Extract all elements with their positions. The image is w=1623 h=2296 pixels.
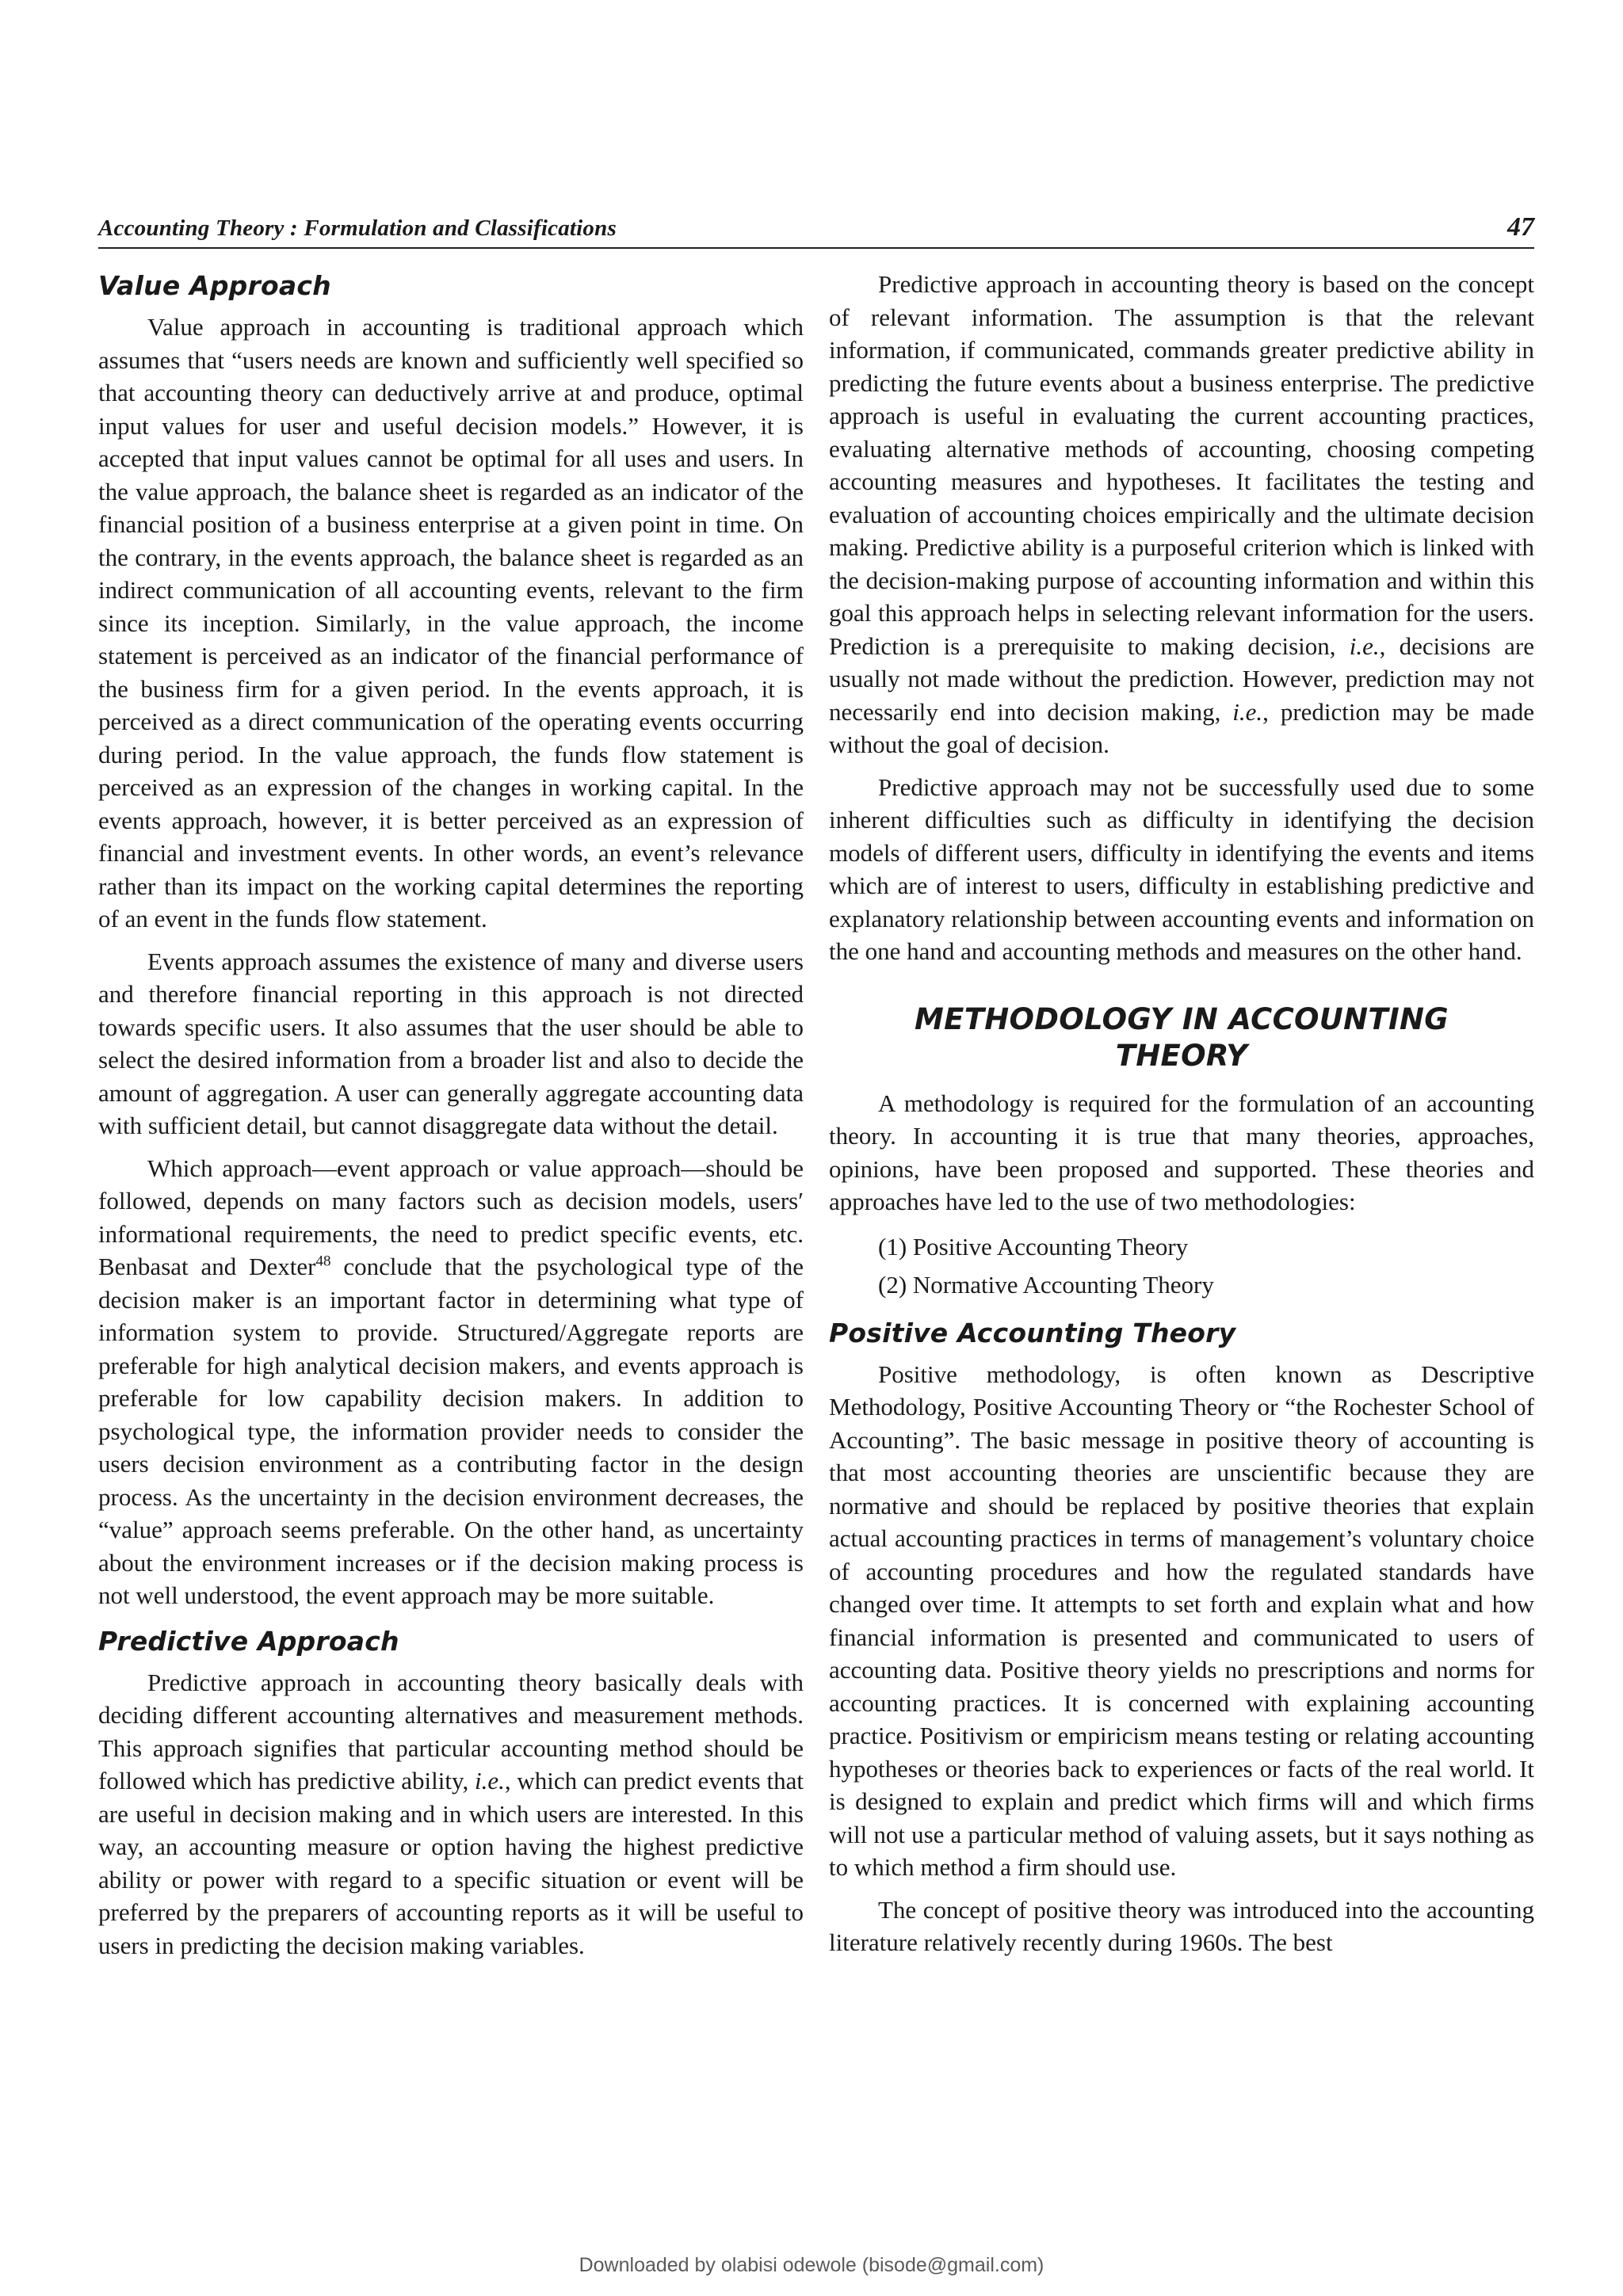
running-header xyxy=(98,212,1534,249)
paragraph-text: , decisions are usually not made without the prediction. However, prediction may not necessarily end into decision making, xyxy=(829,631,1534,726)
heading-methodology: METHODOLOGY IN ACCOUNTING THEORY xyxy=(915,1001,1449,1073)
heading-positive-accounting-theory: Positive Accounting Theory xyxy=(829,1317,1236,1348)
value-approach-paragraph-3 xyxy=(98,1152,804,1612)
paragraph-text: , prediction may be made without the goal of decision. xyxy=(829,697,1534,758)
paragraph-text: Predictive approach in accounting theory basically deals with deciding different accounting alternatives and measurement methods. This approach signifies that particular accounting method should be followed which has predictive ability, xyxy=(98,1668,804,1794)
ie-abbrev: i.e. xyxy=(475,1767,505,1794)
right-column xyxy=(829,268,1534,1959)
methodology-list xyxy=(829,1228,1534,1304)
predictive-continued-paragraph-1 xyxy=(829,268,1534,761)
paragraph-text: Predictive approach in accounting theory is based on the concept of relevant information. The assumption is that the relevant information, if communicated, commands greater predictive ability in predicting the future events about a business enterprise. The predictive approach is useful in evaluating the current accounting practices, evaluating alternative methods of accounting, choosing competing accounting measures and hypotheses. It facilitates the testing and evaluation of accounting choices empirically and the ultimate decision making. Predictive ability is a purposeful criterion which is linked with the decision-making purpose of accounting information and within this goal this approach helps in selecting relevant information for the users. Prediction is a prerequisite to making decision, xyxy=(829,270,1534,660)
paragraph-text: Which approach—event approach or value approach—should be followed, depends on many factors such as decision models, users′ informational requirements, the need to predict specific events, etc. Benbasat and Dexter xyxy=(98,1154,804,1280)
value-approach-paragraph-1: Value approach in accounting is traditional approach which assumes that “users needs are known and sufficiently well specified so that accounting theory can deductively arrive at and produce, optimal input values for user and useful decision models.” However, it is accepted that input values cannot be optimal for all uses and users. In the value approach, the balance sheet is regarded as an indicator of the financial position of a business enterprise at a given point in time. On the contrary, in the events approach, the balance sheet is regarded as an indirect communication of all accounting events, relevant to the firm since its inception. Similarly, in the value approach, the income statement is perceived as an indicator of the financial performance of the business firm for a given period. In the events approach, it is perceived as a direct communication of the operating events occurring during period. In the value approach, the funds flow statement is perceived as an expression of the changes in working capital. In the events approach, however, it is better perceived as an expression of financial and investment events. In other words, an event’s relevance rather than its impact on the working capital determines the reporting of an event in the funds flow statement. xyxy=(98,313,804,933)
heading-value-approach: Value Approach xyxy=(98,270,331,301)
paragraph-text: , which can predict events that are useful in decision making and in which users are interested. In this way, an accounting measure or option having the highest predictive ability or power with regard to a specific situation or event will be preferred by the preparers of accounting reports as it will be useful to users in predicting the decision making variables. xyxy=(98,1767,804,1959)
ie-abbrev: i.e. xyxy=(1232,697,1263,726)
value-approach-paragraph-2: Events approach assumes the existence of many and diverse users and therefore financial reporting in this approach is not directed towards specific users. It also assumes that the user should be able to select the desired information from a broader list and also to decide the amount of aggregation. A user can generally aggregate accounting data with sufficient detail, but cannot disaggregate data without the detail. xyxy=(98,947,804,1139)
page-number: 47 xyxy=(1507,212,1534,242)
list-item: (2) Normative Accounting Theory xyxy=(878,1270,1214,1299)
positive-theory-paragraph-2: The concept of positive theory was introduced into the accounting literature relatively recently during 1960s. The best xyxy=(829,1895,1534,1956)
download-footer: Downloaded by olabisi odewole (bisode@gmail.com) xyxy=(579,2254,1044,2276)
footnote-ref: 48 xyxy=(315,1253,331,1270)
ie-abbrev: i.e. xyxy=(1349,631,1380,660)
predictive-continued-paragraph-2: Predictive approach may not be successfully used due to some inherent difficulties such as difficulty in identifying the decision models of different users, difficulty in identifying the events and items which are of interest to users, difficulty in establishing predictive and explanatory relationship between accounting events and information on the one hand and accounting methods and measures on the other hand. xyxy=(829,772,1534,965)
paragraph-text: conclude that the psychological type of the decision maker is an important factor in determining what type of information system to provide. Structured/Aggregate reports are preferable for high analytical decision makers, and events approach is preferable for low capability decision makers. In addition to psychological type, the information provider needs to consider the users decision environment as a contributing factor in the design process. As the uncertainty in the decision environment decreases, the “value” approach seems preferable. On the other hand, as uncertainty about the environment increases or if the decision making process is not well understood, the event approach may be more suitable. xyxy=(98,1253,804,1609)
heading-predictive-approach: Predictive Approach xyxy=(98,1625,399,1657)
methodology-paragraph-1: A methodology is required for the formulation of an accounting theory. In accounting it is true that many theories, approaches, opinions, have been proposed and supported. These theories and approaches have led to the use of two methodologies: xyxy=(829,1089,1534,1215)
predictive-approach-paragraph-1 xyxy=(98,1666,804,1962)
running-title: Accounting Theory : Formulation and Classifications xyxy=(98,215,617,241)
left-column xyxy=(98,268,804,1962)
list-item: (1) Positive Accounting Theory xyxy=(878,1232,1189,1261)
positive-theory-paragraph-1: Positive methodology, is often known as Descriptive Methodology, Positive Accounting Theory or “the Rochester School of Accounting”. The basic message in positive theory of accounting is that most accounting theories are unscientific because they are normative and should be replaced by positive theories that explain actual accounting practices in terms of management’s voluntary choice of accounting procedures and how the regulated standards have changed over time. It attempts to set forth and explain what and how financial information is presented and communicated to users of accounting data. Positive theory yields no prescriptions and norms for accounting practices. It is concerned with explaining accounting practice. Positivism or empiricism means testing or relating accounting hypotheses or theories back to experiences or facts of the real world. It is designed to explain and predict which firms will and which firms will not use a particular method of valuing assets, but it says nothing as to which method a firm should use. xyxy=(829,1360,1534,1881)
